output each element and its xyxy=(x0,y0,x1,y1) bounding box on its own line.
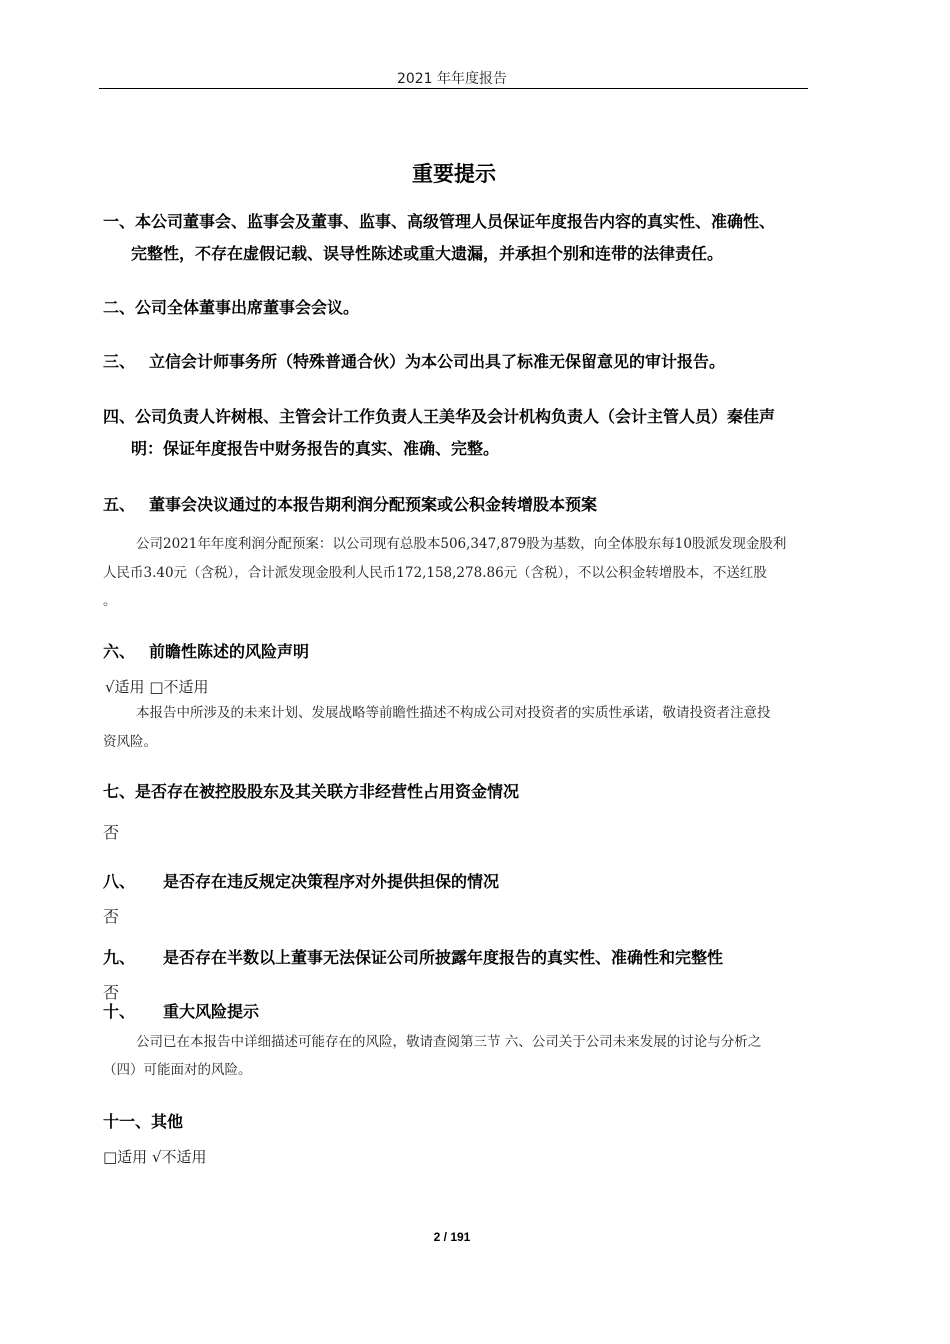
section-1-text: 本公司董事会、监事会及董事、监事、高级管理人员保证年度报告内容的真实性、准确性、 xyxy=(135,212,776,231)
section-9-answer: 否 xyxy=(103,983,120,1002)
section-5-heading xyxy=(103,489,597,521)
section-11-number: 十一、 xyxy=(103,1112,152,1131)
section-6-heading xyxy=(103,636,309,668)
section-2-text: 公司全体董事出席董事会会议。 xyxy=(135,298,360,317)
section-8-text: 是否存在违反规定决策程序对外提供担保的情况 xyxy=(163,872,500,891)
section-6-number: 六、 xyxy=(103,642,136,661)
section-8-answer: 否 xyxy=(103,907,120,926)
section-10-number: 十、 xyxy=(103,1002,136,1021)
section-6-body-line1: 本报告中所涉及的未来计划、发展战略等前瞻性描述不构成公司对投资者的实质性承诺，敬请投资者注意投 xyxy=(136,705,771,721)
section-4-number: 四、 xyxy=(103,407,136,426)
section-5-body-line3: 。 xyxy=(103,593,117,609)
section-2-number: 二、 xyxy=(103,298,136,317)
section-3 xyxy=(103,346,725,378)
section-2 xyxy=(103,292,359,324)
section-7-number: 七、 xyxy=(103,782,136,801)
section-9-number: 九、 xyxy=(103,948,136,967)
page-title: 重要提示 xyxy=(412,162,496,186)
section-3-text: 立信会计师事务所（特殊普通合伙）为本公司出具了标准无保留意见的审计报告。 xyxy=(149,352,726,371)
section-1-number: 一、 xyxy=(103,212,136,231)
section-1-line2: 完整性，不存在虚假记载、误导性陈述或重大遗漏，并承担个别和连带的法律责任。 xyxy=(131,244,724,263)
section-5-text: 董事会决议通过的本报告期利润分配预案或公积金转增股本预案 xyxy=(149,495,598,514)
section-11-text: 其他 xyxy=(151,1112,184,1131)
section-9-heading xyxy=(103,942,723,974)
section-5-number: 五、 xyxy=(103,495,136,514)
page-number: 2 / 191 xyxy=(433,1230,471,1244)
section-7-heading xyxy=(103,776,519,808)
section-6-applicability: √适用 □不适用 xyxy=(105,678,209,696)
section-1-line1 xyxy=(103,206,775,238)
section-4-line2: 明：保证年度报告中财务报告的真实、准确、完整。 xyxy=(131,439,500,458)
section-4-line1 xyxy=(103,401,775,433)
section-10-body-line1: 公司已在本报告中详细描述可能存在的风险，敬请查阅第三节 六、公司关于公司未来发展的讨论与分析之 xyxy=(136,1034,762,1050)
section-6-body-line2: 资风险。 xyxy=(103,734,157,750)
section-11-heading xyxy=(103,1106,183,1138)
section-10-body-line2: （四）可能面对的风险。 xyxy=(103,1062,252,1078)
section-5-body-line1: 公司2021年年度利润分配预案：以公司现有总股本506,347,879股为基数，向全体股东每10股派发现金股利 xyxy=(136,536,787,552)
section-10-text: 重大风险提示 xyxy=(163,1002,260,1021)
section-8-number: 八、 xyxy=(103,872,136,891)
section-9-text: 是否存在半数以上董事无法保证公司所披露年度报告的真实性、准确性和完整性 xyxy=(163,948,724,967)
section-10-heading xyxy=(103,996,259,1028)
section-5-body-line2: 人民币3.40元（含税），合计派发现金股利人民币172,158,278.86元（含税），不以公积金转增股本，不送红股 xyxy=(103,565,767,581)
section-7-text: 是否存在被控股股东及其关联方非经营性占用资金情况 xyxy=(135,782,520,801)
section-6-text: 前瞻性陈述的风险声明 xyxy=(149,642,310,661)
page-header: 2021 年年度报告 xyxy=(396,71,508,87)
section-3-number: 三、 xyxy=(103,352,136,371)
section-7-answer: 否 xyxy=(103,823,120,842)
section-11-applicability: □适用 √不适用 xyxy=(103,1148,207,1166)
section-8-heading xyxy=(103,866,499,898)
section-4-text: 公司负责人许树根、主管会计工作负责人王美华及会计机构负责人（会计主管人员）秦佳声 xyxy=(135,407,776,426)
header-rule xyxy=(99,88,808,89)
